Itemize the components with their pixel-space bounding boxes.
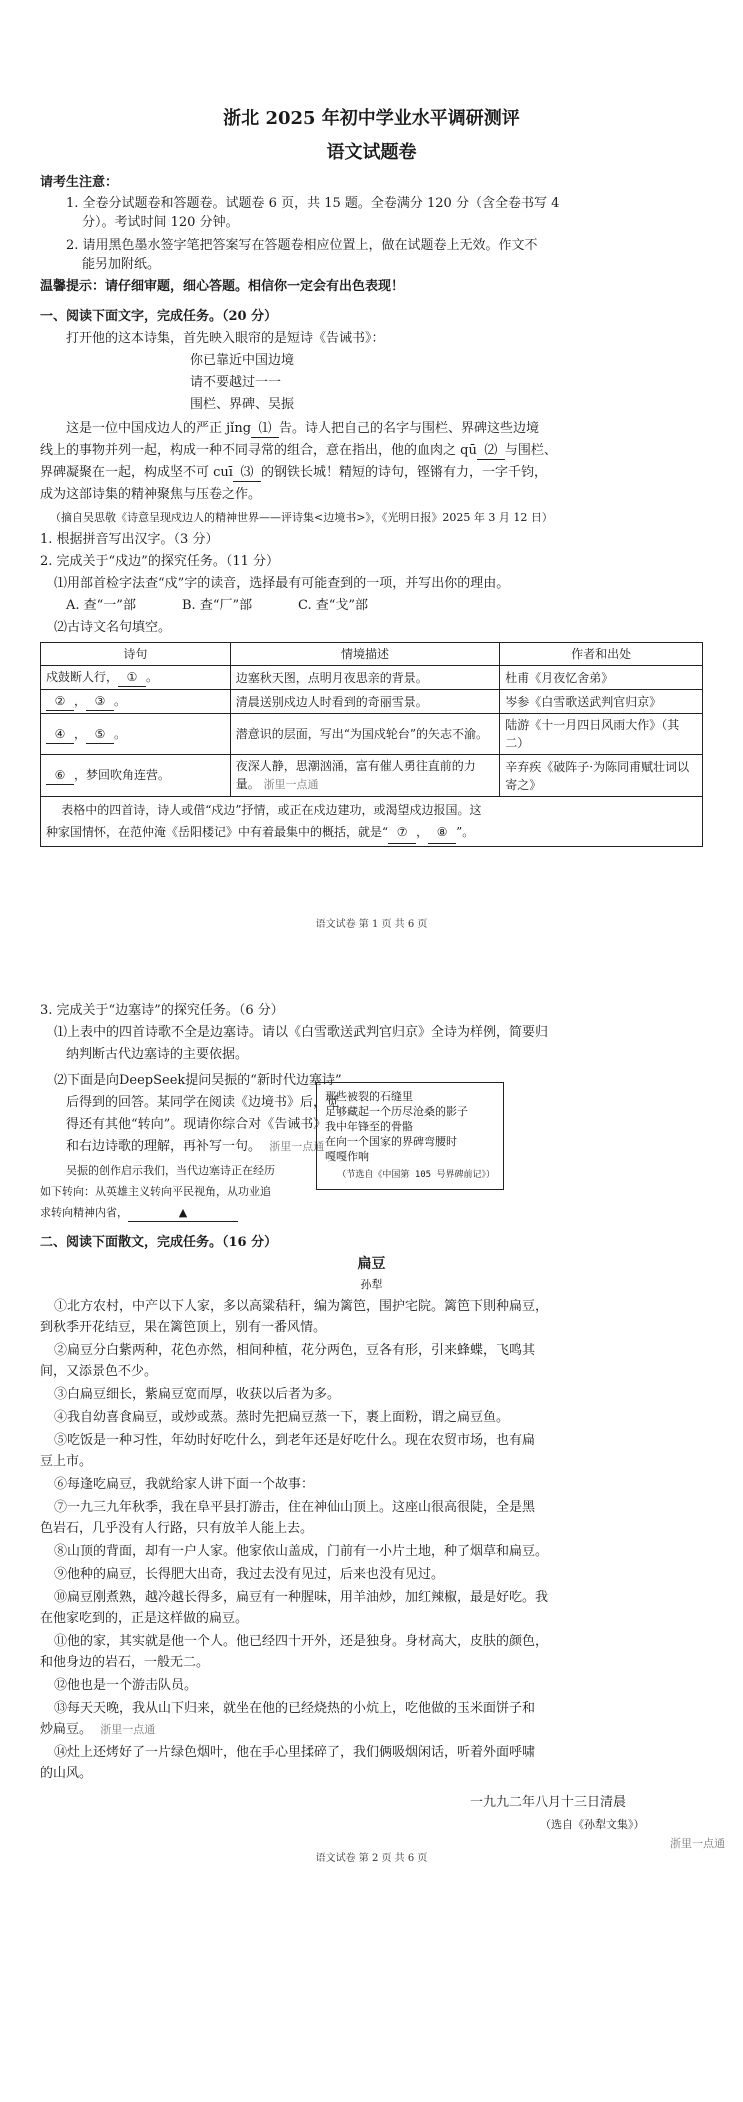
paper-subtitle: 语文试题卷	[326, 142, 417, 163]
essay-para-3: ③白扁豆细长，紫扁豆宽而厚，收获以后者为多。	[54, 1387, 341, 1402]
option-b: B. 查“厂”部	[182, 598, 253, 613]
source-note: （摘自吴思敬《诗意呈现戍边人的精神世界——评诗集<边境书>》，《光明日报》2025 年 3 月 12 日）	[50, 511, 553, 524]
box-poem-line: 那些被裂的石缝里	[325, 1090, 413, 1103]
blank-3: ⑶	[233, 464, 261, 482]
question-3-2-d	[66, 1138, 324, 1155]
poem-line-2: 请不要越过一一	[190, 375, 282, 390]
essay-title: 扁豆	[357, 1256, 386, 1272]
essay-date: 一九九二年八月十三日清晨	[470, 1795, 627, 1810]
blank-7: ⑦	[388, 821, 416, 844]
question-3-2: ⑵下面是向DeepSeek提问吴振的“新时代边塞诗”	[54, 1073, 342, 1088]
page-footer-1: 语文试卷 第 1 页 共 6 页	[315, 919, 428, 930]
question-1: 1. 根据拼音写出汉字。（3 分）	[40, 532, 219, 547]
box-poem-line: 足够藏起一个历尽沧桑的影子	[325, 1105, 468, 1118]
essay-para-7-cont: 色岩石，几乎没有人行路，只有放羊人能上去。	[40, 1521, 314, 1536]
p1-g: 界碑凝聚在一起，构成坚不可 cuī	[40, 465, 233, 480]
answer-blank	[128, 1204, 238, 1222]
blank-8: ⑧	[428, 821, 456, 844]
watermark-text: 浙里一点通	[100, 1723, 156, 1736]
verse-blank: ⑥	[46, 766, 74, 785]
poem-excerpt-box	[316, 1082, 504, 1190]
essay-para-11-cont: 和他身边的岩石，一般无二。	[40, 1655, 210, 1670]
essay-para-5: ⑤吃饭是一种习性，年幼时好吃什么，到老年还是好吃什么。现在农贸市场，也有扁	[54, 1433, 536, 1448]
p1-i: 的钢铁长城！精短的诗句，铿锵有力，一字千钧，	[260, 465, 547, 480]
context-cell	[230, 755, 500, 797]
table-header-cell: 作者和出处	[500, 643, 703, 666]
verse-cell	[41, 666, 231, 690]
essay-para-1-cont: 到秋季开花结豆，果在篱笆顶上，别有一番风情。	[40, 1320, 327, 1335]
notice-heading: 请考生注意：	[40, 175, 119, 190]
question-3-2-b: 后得到的回答。某同学在阅读《边境书》后，觉	[66, 1095, 340, 1110]
verse-text: 。	[146, 670, 159, 684]
summary-line-2: 种家国情怀，在范仲淹《岳阳楼记》中有着最集中的概括，就是“	[46, 825, 389, 839]
table-header-row	[41, 643, 703, 666]
source-cell: 陆游《十一月四日风雨大作》（其二）	[500, 714, 703, 755]
notice-item-1: 1. 全卷分试题卷和答题卷。试题卷 6 页，共 15 题。全卷满分 120 分（含全卷书写 4	[66, 196, 560, 211]
table-row	[41, 755, 703, 797]
verse-cell: ④ ， ⑤ 。	[41, 714, 231, 755]
summary-end: ”。	[456, 825, 475, 839]
option-c: C. 查“戈”部	[298, 598, 369, 613]
watermark-text: 浙里一点通	[263, 778, 319, 791]
essay-para-14-cont: 的山风。	[40, 1766, 93, 1781]
table-row	[41, 690, 703, 714]
table-header-cell: 诗句	[41, 643, 231, 666]
essay-para-4: ④我自幼喜食扁豆，或炒或蒸。蒸时先把扁豆蒸一下，裹上面粉，谓之扁豆鱼。	[54, 1410, 510, 1425]
essay-author: 孙犁	[360, 1278, 383, 1291]
essay-para-5-cont: 豆上市。	[40, 1454, 93, 1469]
essay-para-2-cont: 间，又添景色不少。	[40, 1364, 158, 1379]
option-a: A. 查“一”部	[66, 598, 136, 613]
box-poem-line: 嘎嘎作响	[325, 1150, 369, 1163]
verse-blank: ④	[46, 725, 74, 744]
watermark-text: 浙里一点通	[269, 1140, 325, 1153]
warm-tip: 温馨提示：请仔细审题，细心答题。相信你一定会有出色表现！	[40, 279, 405, 294]
essay-para-10: ⑩扁豆刚煮熟，越冷越长得多，扁豆有一种腥味，用羊油炒，加红辣椒，最是好吃。我	[54, 1590, 549, 1605]
paragraph-line-3	[40, 464, 547, 482]
e13-text: 炒扁豆。	[40, 1722, 93, 1737]
notice-item-2-cont: 能另加附纸。	[82, 257, 161, 272]
table-row	[41, 666, 703, 690]
essay-para-6: ⑥每逢吃扁豆，我就给家人讲下面一个故事：	[54, 1477, 315, 1492]
essay-para-10-cont: 在他家吃到的，正是这样做的扁豆。	[40, 1611, 249, 1626]
verse-text: ，梦回吹角连营。	[74, 768, 171, 782]
p1-f: 与围栏、	[504, 443, 557, 458]
source-cell: 岑参《白雪歌送武判官归京》	[500, 690, 703, 714]
box-poem-line: 在向一个国家的界碑弯腰时	[325, 1135, 457, 1148]
question-3-1-cont: 纳判断古代边塞诗的主要依据。	[66, 1047, 249, 1062]
essay-para-13: ⑬每天天晚，我从山下归来，就坐在他的已经烧热的小炕上，吃他做的玉米面饼子和	[54, 1701, 536, 1716]
summary-line-1: 表格中的四首诗，诗人或借“戍边”抒情，或正在戍边建功，或渴望戍边报国。这	[61, 803, 482, 817]
paragraph-line-2	[40, 442, 557, 460]
summary-cell: 表格中的四首诗，诗人或借“戍边”抒情，或正在戍边建功，或渴望戍边报国。这 种家国情怀，在范仲淹《岳阳楼记》中有着最集中的概括，就是“ ⑦ ， ⑧ ”。	[41, 797, 703, 847]
essay-source: （选自《孙犁文集》）	[540, 1818, 645, 1831]
essay-para-12: ⑫他也是一个游击队员。	[54, 1678, 198, 1693]
q3-2-d-text: 和右边诗歌的理解，再补写一句。	[66, 1139, 262, 1154]
verse-text: 戍鼓断人行，	[46, 670, 119, 684]
question-2-2: ⑵古诗文名句填空。	[54, 620, 172, 635]
blank-2: ⑵	[477, 442, 505, 460]
notice-item-1-cont: 分）。考试时间 120 分钟。	[82, 215, 239, 230]
paragraph-line-1	[66, 420, 539, 438]
question-3-2-c: 得还有其他“转向”。现请你综合对《告诫书》	[66, 1117, 327, 1132]
poem-line-1: 你已靠近中国边境	[190, 353, 295, 368]
essay-para-8: ⑧山顶的背面，却有一户人家。他家依山盖成，门前有一小片土地，种了烟草和扁豆。	[54, 1544, 549, 1559]
p1-c: 告。诗人把自己的名字与围栏、界碑这些边境	[279, 421, 540, 436]
verse-text: 。	[114, 694, 127, 708]
verse-blank: ①	[118, 668, 146, 687]
essay-para-2: ②扁豆分白紫两种，花色亦然，相间种植，花分两色，豆各有形，引来蜂蝶，飞鸣其	[54, 1343, 536, 1358]
essay-para-14: ⑭灶上还烤好了一片绿色烟叶，他在手心里揉碎了，我们俩吸烟闲话，听着外面呼啸	[54, 1745, 536, 1760]
section-2-heading: 二、阅读下面散文，完成任务。（16 分）	[40, 1235, 278, 1250]
verse-cell: ② ， ③ 。	[41, 690, 231, 714]
essay-para-13-cont	[40, 1721, 155, 1738]
verse-cell	[41, 755, 231, 797]
table-summary-row	[41, 797, 703, 847]
verse-blank: ③	[86, 692, 114, 711]
context-text: 夜深人静，思潮汹涌，富有催人勇往直前的力量。	[235, 759, 476, 791]
context-cell: 清晨送别戍边人时看到的奇丽雪景。	[230, 690, 500, 714]
corner-watermark: 浙里一点通	[670, 1837, 725, 1850]
essay-para-7: ⑦一九三九年秋季，我在阜平县打游击，住在神仙山顶上。这座山很高很陡，全是黑	[54, 1500, 536, 1515]
context-cell: 潜意识的层面，写出“为国戍轮台”的矢志不渝。	[230, 714, 500, 755]
question-2: 2. 完成关于“戍边”的探究任务。（11 分）	[40, 554, 280, 569]
verse-blank: ②	[46, 692, 74, 711]
question-2-1: ⑴用部首检字法查“戍”字的读音，选择最有可能查到的一项，并写出你的理由。	[54, 576, 510, 591]
p1-a: 这是一位中国戍边人的严正 jǐng	[66, 421, 252, 436]
section-1-heading: 一、阅读下面文字，完成任务。（20 分）	[40, 309, 278, 324]
question-3-1: ⑴上表中的四首诗歌不全是边塞诗。请以《白雪歌送武判官归京》全诗为样例，简要归	[54, 1025, 549, 1040]
poem-line-3: 围栏、界碑、吴振	[190, 397, 295, 412]
page-footer-2: 语文试卷 第 2 页 共 6 页	[315, 1853, 428, 1864]
poetry-table	[40, 642, 703, 847]
p1-d: 线上的事物并列一起，构成一种不同寻常的组合，意在指出，他的血肉之 qū	[40, 443, 477, 458]
quote-line-1: 吴振的创作启示我们，当代边塞诗正在经历	[66, 1164, 275, 1177]
quote-line-3	[40, 1204, 238, 1222]
source-cell: 辛弃疾《破阵子·为陈同甫赋壮词以寄之》	[500, 755, 703, 797]
table-row	[41, 714, 703, 755]
essay-para-9: ⑨他种的扁豆，长得肥大出奇，我过去没有见过，后来也没有见过。	[54, 1567, 445, 1582]
source-cell: 杜甫《月夜忆舍弟》	[500, 666, 703, 690]
box-poem-line: 我中年锋至的骨骼	[325, 1120, 413, 1133]
quote-line-2: 如下转向：从英雄主义转向平民视角，从功业追	[40, 1185, 271, 1198]
blank-1: ⑴	[251, 420, 279, 438]
notice-item-2: 2. 请用黑色墨水签字笔把答案写在答题卷相应位置上，做在试题卷上无效。作文不	[66, 238, 538, 253]
intro-text: 打开他的这本诗集，首先映入眼帘的是短诗《告诫书》：	[66, 331, 385, 346]
box-poem-source: （节选自《中国第 105 号界碑前记》）	[337, 1170, 495, 1180]
verse-blank: ⑤	[86, 725, 114, 744]
triangle-icon: ▲	[178, 1206, 188, 1219]
exam-title: 浙北 2025 年初中学业水平调研测评	[223, 108, 520, 129]
context-cell: 边塞秋天图，点明月夜思亲的背景。	[230, 666, 500, 690]
essay-para-11: ⑪他的家，其实就是他一个人。他已经四十开外，还是独身。身材高大，皮肤的颜色，	[54, 1634, 549, 1649]
quote-text: 求转向精神内省，	[40, 1206, 128, 1219]
paragraph-line-4: 成为这部诗集的精神聚焦与压卷之作。	[40, 487, 262, 502]
question-3: 3. 完成关于“边塞诗”的探究任务。（6 分）	[40, 1003, 284, 1018]
essay-para-1: ①北方农村，中产以下人家，多以高粱秸秆，编为篱笆，围护宅院。篱笆下則种扁豆，	[54, 1299, 549, 1314]
verse-text: 。	[114, 726, 127, 741]
table-header-cell: 情境描述	[230, 643, 500, 666]
